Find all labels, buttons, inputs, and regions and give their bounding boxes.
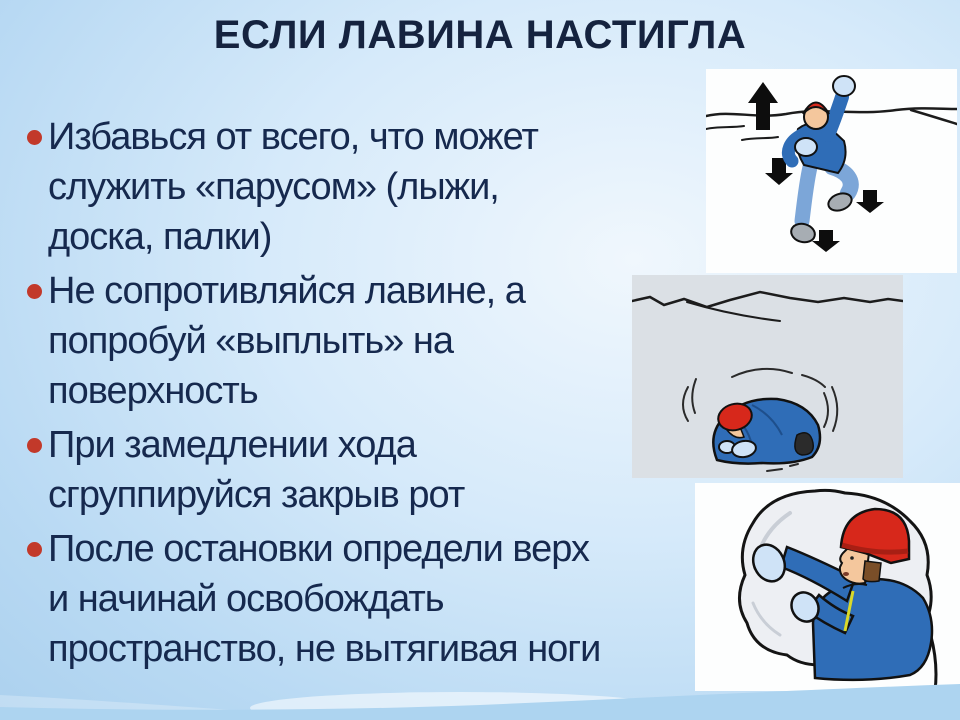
bullet-line: поверхность [48,370,258,412]
dig-illustration-svg [695,483,960,691]
curl-illustration-svg [632,275,903,478]
bullet-marker [27,438,42,453]
snow-crack-line [632,292,903,321]
bullet-line: Избавься от всего, что может [48,116,538,158]
illustration-curl-up-group [632,275,903,478]
up-arrow-icon [748,82,778,130]
bullet-line: доска, палки) [48,216,272,258]
page-title: ЕСЛИ ЛАВИНА НАСТИГЛА [213,13,747,57]
bullet-line: Не сопротивляйся лавине, а [48,270,525,312]
figure-curled [713,399,820,464]
illustration-swim-in-avalanche [706,69,957,273]
bullet-line: служить «парусом» (лыжи, [48,166,499,208]
bullet-item [29,266,600,416]
swim-illustration-svg [706,69,957,273]
bullet-item [29,524,600,674]
bullet-line: и начинай освобождать [48,578,444,620]
bullet-marker [27,542,42,557]
bullet-line: попробуй «выплыть» на [48,320,453,362]
illustration-dig-breathing-space [695,483,960,691]
bottom-wave-band [0,675,960,720]
bullet-line: пространство, не вытягивая ноги [48,628,601,670]
bullet-item [29,112,600,262]
bullet-list [29,112,600,678]
bullet-line: После остановки определи верх [48,528,590,570]
bullet-marker [27,130,42,145]
bullet-marker [27,284,42,299]
figure-swimming [788,76,855,245]
down-arrow-icon [812,230,840,252]
bullet-line: При замедлении хода [48,424,416,466]
down-arrow-icon [856,190,884,213]
bullet-line: сгруппируйся закрыв рот [48,474,465,516]
bullet-item [29,420,600,520]
